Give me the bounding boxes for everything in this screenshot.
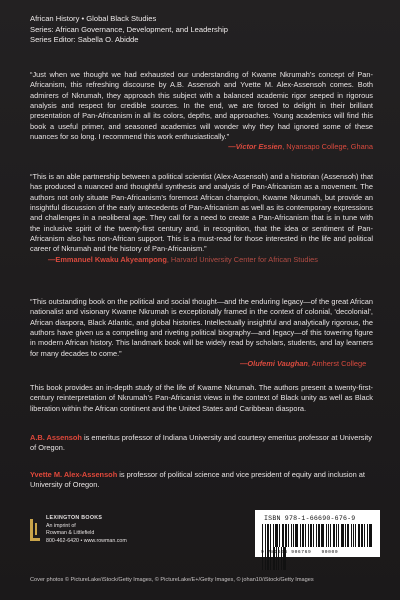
barcode-bar <box>288 524 289 547</box>
barcode-bar <box>262 524 263 547</box>
series-editor: Series Editor: Sabella O. Abidde <box>30 35 139 44</box>
barcode-bar <box>341 524 344 547</box>
barcode-bar <box>347 524 349 547</box>
quote-attribution <box>30 359 373 369</box>
quote-text: “This is an able partnership between a political scientist (Alex-Assensoh) and a historian (Assensoh) that has produced a nuanced and thoughtful synthesis and analysis of Pan-Africanism as a movement. The authors not only situate Pan-Africanism’s foremost African champion, Kwame Nkrumah, but provide an insightful discussion of the early antecedents of Pan-Africanism as well as its contemporary expressions and challenges in a neoliberal age. They call for a need to create a Pan-Africanism that is in tune with the inclusive spirit of the twenty-first century and, in recognition, that the idea or sentiment of Pan-Africanism also has non-African support. This is a must-read for those interested in the life and political career of Nkrumah and the history of Pan-Africanism.” <box>30 172 373 254</box>
barcode-bar <box>338 524 339 547</box>
barcode-bar <box>364 524 365 547</box>
barcode-bar <box>310 524 312 547</box>
barcode-bar <box>361 524 363 547</box>
isbn-label: ISBN 978-1-66690-676-9 <box>264 515 356 522</box>
author-bio <box>30 433 373 454</box>
quote-text: “This outstanding book on the political and social thought—and the enduring legacy—of the great African nationalist and visionary Kwame Nkrumah is exceptionally framed in the context of colonial, ‘decolonial’, African diaspora, Black Atlantic, and global histories. Intellectually insightful and analytically rigorous, the authors have given us a compelling and riveting political biography—and legacy—of this towering figure in modern African history. This landmark book will be widely read by scholars, students, and lay learners for many decades to come.” <box>30 297 373 358</box>
barcode <box>255 510 380 557</box>
author-bio-text: is emeritus professor of Indiana University and courtesy emeritus professor at University of Oregon. <box>30 433 372 453</box>
barcode-bar <box>313 524 314 547</box>
barcode-bar <box>270 524 271 547</box>
endorser-affiliation: , Harvard University Center for African Studies <box>166 254 318 264</box>
endorsement-quote <box>30 172 373 265</box>
barcode-bar <box>345 524 346 547</box>
barcode-bar <box>318 524 320 547</box>
cover-credits: Cover photos © PictureLake/iStock/Getty Images, © PictureLake/E+/Getty Images, © johan10/iStock/Getty Images <box>30 577 314 583</box>
barcode-bar <box>305 524 306 547</box>
price-code: 90000 <box>321 550 339 555</box>
book-description: This book provides an in-depth study of the life of Kwame Nkrumah. The authors present a twenty-first-century reinterpretation of Nkrumah’s Pan-Africanist views in the context of Black unity as well as Black liberation within the African continent and the United States and Caribbean diaspora. <box>30 383 373 413</box>
barcode-bar <box>300 524 301 547</box>
barcode-bar <box>330 524 331 547</box>
quote-text: “Just when we thought we had exhausted our understanding of Kwame Nkrumah’s concept of Pan-Africanism, this refreshing discourse by A.B. Assensoh and Yvette M. Alex-Assensoh comes. Both admirers of Nkrumah, they approach this subject with a balanced academic rigor seeped in rigorous analysis and respect for credible sources. In the end, we are forced to delight in their brilliant presentation of Pan-Africanism in all its colors, depths, and approaches. Young academics will find this book a useful primer, and seasoned academics will wonder why they had ignored some of these nuances for so long. I recommend this work enthusiastically.” <box>30 70 373 142</box>
quote-attribution <box>30 255 373 265</box>
subject-categories: African History • Global Black Studies <box>30 14 157 23</box>
series-title: Series: African Governance, Development, and Leadership <box>30 24 228 34</box>
barcode-bar <box>267 524 269 547</box>
barcode-bar <box>353 524 354 547</box>
barcode-bar <box>291 524 292 547</box>
publisher-brand: LEXINGTON BOOKS <box>46 515 103 521</box>
publisher-line: Rowman & Littlefield <box>46 530 95 537</box>
quote-attribution <box>30 142 373 152</box>
barcode-bar <box>367 524 368 547</box>
barcode-bar <box>326 524 327 547</box>
barcode-bar <box>265 524 266 547</box>
barcode-bar <box>355 524 356 547</box>
publisher-text <box>46 515 127 545</box>
endorser-affiliation: , Amherst College <box>307 359 367 369</box>
endorser-name: —Emmanuel Kwaku Akyeampong <box>48 254 167 264</box>
barcode-bar <box>321 524 324 547</box>
barcode-digits <box>261 550 338 555</box>
endorser-affiliation: , Nyansapo College, Ghana <box>282 142 373 152</box>
lexington-logo-icon <box>30 519 40 541</box>
barcode-bar <box>293 524 294 547</box>
barcode-bar <box>308 524 309 547</box>
author-name: A.B. Assensoh <box>30 433 82 442</box>
ean-digits: 9 781666 906769 <box>261 550 312 555</box>
barcode-bars <box>262 524 374 551</box>
author-name: Yvette M. Alex-Assensoh <box>30 470 118 479</box>
barcode-bar <box>369 524 372 547</box>
barcode-bar <box>328 524 329 547</box>
publisher-block <box>30 515 180 555</box>
barcode-bar <box>336 524 337 547</box>
publisher-contact: 800-462-6420 • www.rowman.com <box>46 537 127 544</box>
barcode-bar <box>358 524 360 547</box>
barcode-bar <box>302 524 304 547</box>
author-bio-text: is professor of political science and vice president of equity and inclusion at University of Oregon. <box>30 470 365 490</box>
barcode-bar <box>351 524 352 547</box>
endorsement-quote <box>30 297 373 369</box>
barcode-bar <box>333 524 335 547</box>
barcode-bar <box>279 524 280 547</box>
barcode-bar <box>282 524 284 547</box>
endorsement-quote <box>30 70 373 153</box>
barcode-bar <box>295 524 298 547</box>
barcode-bar <box>273 524 274 547</box>
barcode-bar <box>316 524 317 547</box>
barcode-bar <box>285 524 287 547</box>
endorser-name: —Victor Essien <box>228 142 283 152</box>
series-info <box>30 14 380 46</box>
publisher-line: An imprint of <box>46 522 76 529</box>
endorser-name: —Olufemi Vaughan <box>240 359 308 369</box>
author-bio <box>30 470 373 491</box>
barcode-bar <box>275 524 278 547</box>
